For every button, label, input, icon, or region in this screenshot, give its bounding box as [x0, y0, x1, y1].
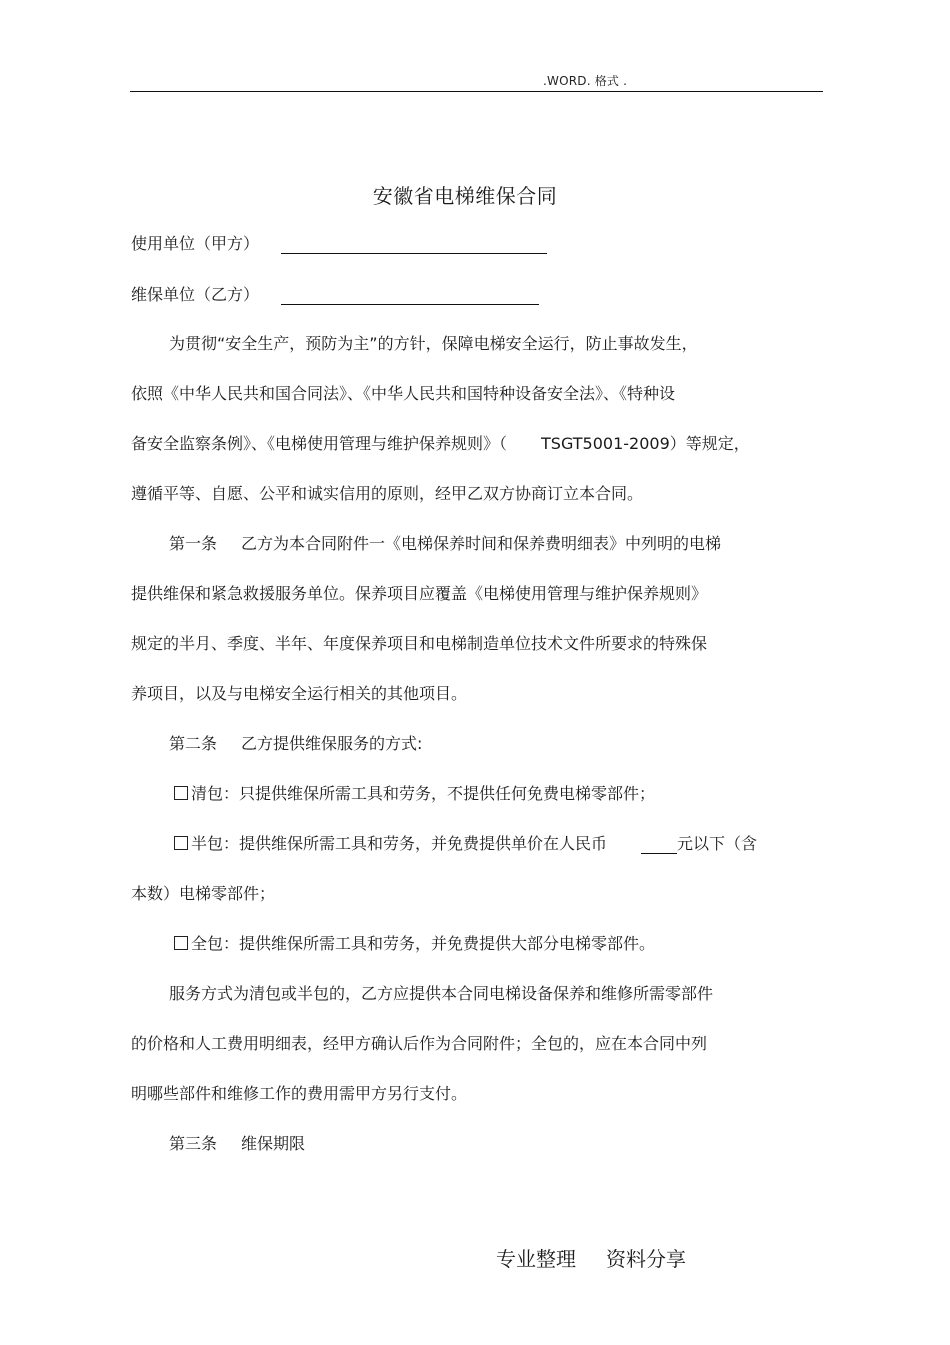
article1-line-3: 规定的半月、季度、半年、年度保养项目和电梯制造单位技术文件所要求的特殊保	[131, 634, 708, 653]
article3-line	[169, 1134, 305, 1154]
article1-line-1	[169, 534, 721, 554]
preamble-line-3	[131, 434, 750, 454]
document-title: 安徽省电梯维保合同	[372, 184, 558, 208]
option-banbao-text-2: 元以下（含	[677, 834, 758, 853]
price-limit-blank[interactable]	[641, 837, 677, 854]
party-b-label: 维保单位（乙方）	[131, 285, 260, 304]
service-note-3: 明哪些部件和维修工作的费用需甲方另行支付。	[131, 1084, 468, 1103]
article2-heading: 第二条	[169, 734, 218, 753]
article3-heading: 第三条	[169, 1134, 218, 1153]
preamble-line-4: 遵循平等、自愿、公平和诚实信用的原则，经甲乙双方协商订立本合同。	[131, 484, 644, 503]
service-note-2: 的价格和人工费用明细表，经甲方确认后作为合同附件；全包的，应在本合同中列	[131, 1034, 708, 1053]
party-b-line	[131, 285, 539, 305]
option-banbao-cont: 本数）电梯零部件；	[131, 884, 276, 903]
service-note-1: 服务方式为清包或半包的，乙方应提供本合同电梯设备保养和维修所需零部件	[169, 984, 714, 1003]
article1-text-1: 乙方为本合同附件一《电梯保养时间和保养费明细表》中列明的电梯	[241, 534, 722, 553]
option-qingbao-text: 清包：只提供维保所需工具和劳务，不提供任何免费电梯零部件；	[191, 784, 656, 803]
preamble-line-2: 依照《中华人民共和国合同法》、《中华人民共和国特种设备安全法》、《特种设	[131, 384, 676, 403]
party-a-label: 使用单位（甲方）	[131, 234, 260, 253]
party-b-blank[interactable]	[281, 288, 539, 305]
article2-text: 乙方提供维保服务的方式:	[241, 734, 423, 753]
preamble-line-1: 为贯彻“安全生产，预防为主”的方针，保障电梯安全运行，防止事故发生，	[169, 334, 698, 353]
footer	[496, 1243, 686, 1272]
quanbao-checkbox[interactable]	[174, 936, 188, 950]
option-banbao	[174, 834, 757, 854]
footer-right: 资料分享	[606, 1247, 686, 1271]
header-rule	[130, 91, 823, 92]
article1-heading: 第一条	[169, 534, 218, 553]
preamble-line-3a: 备安全监察条例》、《电梯使用管理与维护保养规则》（	[131, 434, 508, 453]
party-a-blank[interactable]	[281, 237, 547, 254]
article3-text: 维保期限	[241, 1134, 306, 1153]
option-quanbao	[174, 934, 655, 954]
preamble-line-3b: TSGT5001-2009）等规定，	[541, 434, 750, 453]
option-banbao-text: 半包：提供维保所需工具和劳务，并免费提供单价在人民币	[191, 834, 608, 853]
banbao-checkbox[interactable]	[174, 836, 188, 850]
header-format-label: .WORD. 格式 .	[543, 74, 628, 88]
option-qingbao	[174, 784, 655, 804]
option-quanbao-text: 全包：提供维保所需工具和劳务，并免费提供大部分电梯零部件。	[191, 934, 656, 953]
article1-line-2: 提供维保和紧急救援服务单位。保养项目应覆盖《电梯使用管理与维护保养规则》	[131, 584, 708, 603]
party-a-line	[131, 234, 547, 254]
article2-line	[169, 734, 422, 754]
footer-left: 专业整理	[496, 1247, 576, 1271]
article1-line-4: 养项目，以及与电梯安全运行相关的其他项目。	[131, 684, 468, 703]
qingbao-checkbox[interactable]	[174, 786, 188, 800]
